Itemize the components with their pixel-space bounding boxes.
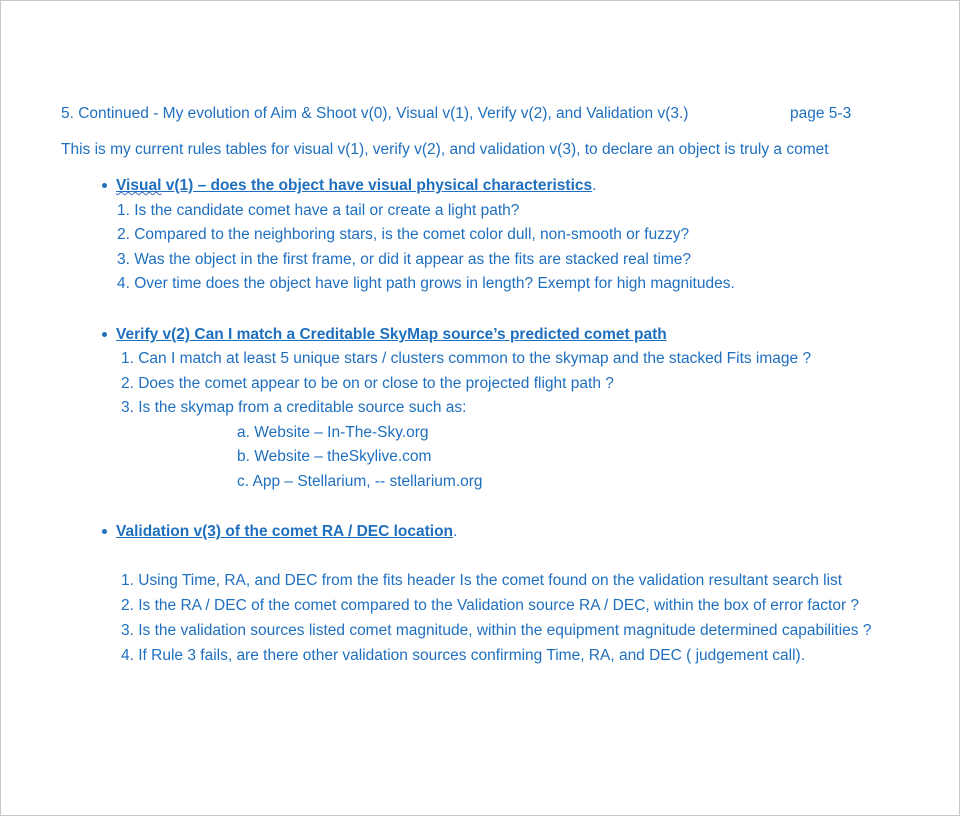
intro-text: This is my current rules tables for visual v(1), verify v(2), and validation v(3), to declare an object is truly a comet: [61, 141, 829, 158]
visual-heading-rest: v(1) – does the object have visual physical characteristics: [161, 177, 593, 194]
visual-heading-suffix: .: [592, 177, 597, 194]
validation-heading-suffix: .: [453, 523, 458, 540]
validation-heading-text: Validation v(3) of the comet RA / DEC location: [116, 523, 454, 540]
verify-source: c. App – Stellarium, -- stellarium.org: [237, 473, 483, 490]
verify-item: 2. Does the comet appear to be on or close to the projected flight path ?: [121, 375, 614, 392]
validation-item: 2. Is the RA / DEC of the comet compared to the Validation source RA / DEC, within the box of error factor ?: [121, 597, 860, 614]
verify-heading: Verify v(2) Can I match a Creditable SkyMap source’s predicted comet path: [116, 326, 667, 343]
bullet-verify: [102, 332, 107, 337]
verify-item: 3. Is the skymap from a creditable source such as:: [121, 399, 467, 416]
validation-item: 1. Using Time, RA, and DEC from the fits header Is the comet found on the validation resultant search list: [121, 572, 843, 589]
page-number: page 5-3: [790, 105, 852, 122]
visual-heading: [116, 176, 596, 196]
validation-item: 4. If Rule 3 fails, are there other validation sources confirming Time, RA, and DEC ( judgement call).: [121, 647, 806, 664]
visual-item: 3. Was the object in the first frame, or did it appear as the fits are stacked real time?: [117, 251, 692, 268]
validation-heading: [116, 522, 457, 542]
visual-heading-word: Visual: [116, 177, 162, 194]
page-title: 5. Continued - My evolution of Aim & Shoot v(0), Visual v(1), Verify v(2), and Validation v(3.): [61, 105, 689, 122]
visual-item: 2. Compared to the neighboring stars, is the comet color dull, non-smooth or fuzzy?: [117, 226, 690, 243]
bullet-validation: [102, 529, 107, 534]
visual-item: 4. Over time does the object have light path grows in length? Exempt for high magnitudes.: [117, 275, 735, 292]
bullet-visual: [102, 183, 107, 188]
verify-item: 1. Can I match at least 5 unique stars / clusters common to the skymap and the stacked Fits image ?: [121, 350, 812, 367]
visual-heading-text: [116, 177, 592, 194]
verify-source: b. Website – theSkylive.com: [237, 448, 432, 465]
verify-source: a. Website – In-The-Sky.org: [237, 424, 429, 441]
visual-item: 1. Is the candidate comet have a tail or create a light path?: [117, 202, 520, 219]
validation-item: 3. Is the validation sources listed comet magnitude, within the equipment magnitude determined capabilities ?: [121, 622, 872, 639]
